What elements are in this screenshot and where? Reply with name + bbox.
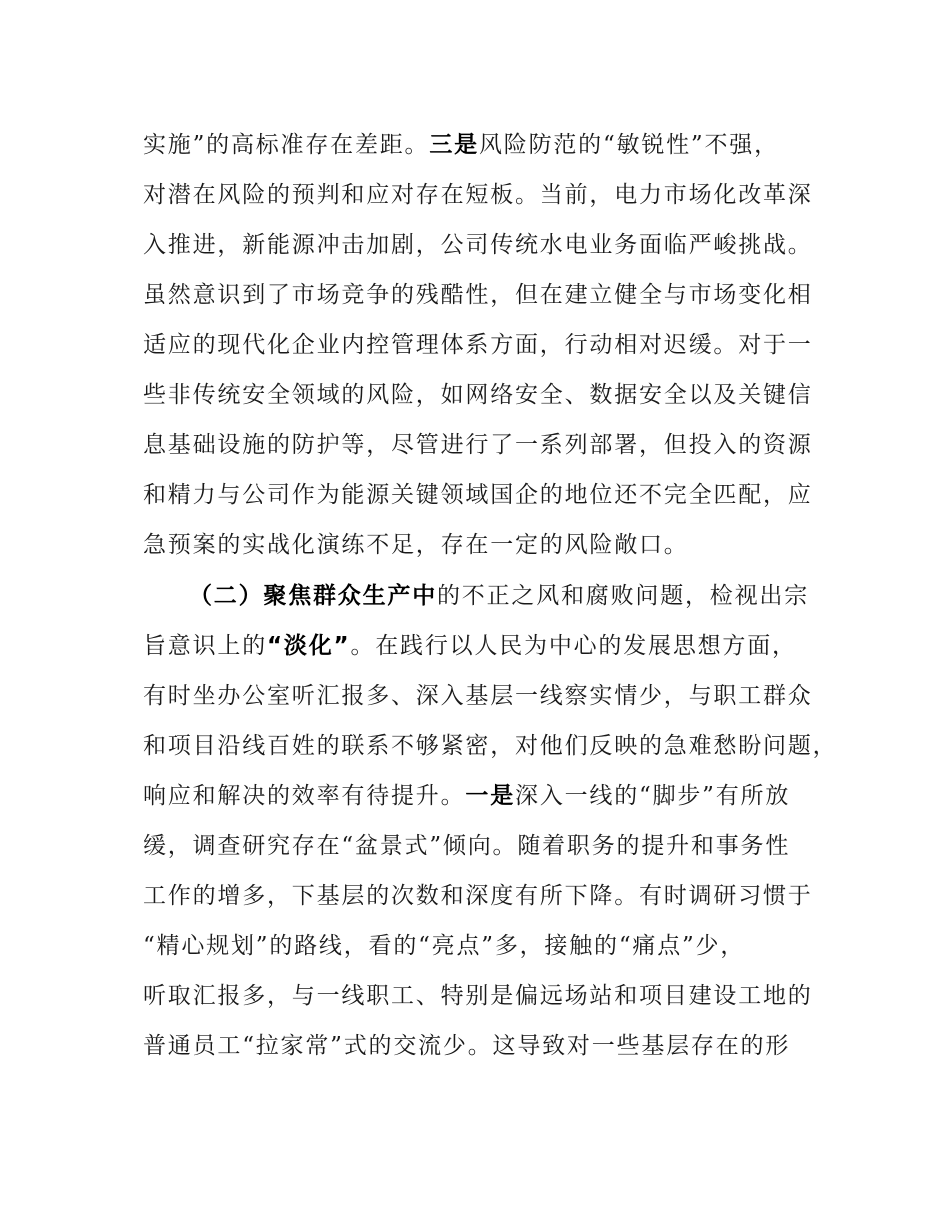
body-text: 些非传统安全领域的风险，如网络安全、数据安全以及关键信 xyxy=(143,382,813,408)
body-text: 和项目沿线百姓的联系不够紧密，对他们反映的急难愁盼问题， xyxy=(143,733,838,759)
body-text: 息基础设施的防护等，尽管进行了一系列部署，但投入的资源 xyxy=(143,432,813,458)
text-line xyxy=(143,871,823,921)
body-text: 实施”的高标准存在差距。 xyxy=(143,132,430,158)
body-text: 听取汇报多，与一线职工、特别是偏远场站和项目建设工地的 xyxy=(143,983,813,1009)
emphasis-text: 三是 xyxy=(429,132,479,158)
text-line xyxy=(143,370,823,420)
body-text: 普通员工“拉家常”式的交流少。这导致对一些基层存在的形 xyxy=(143,1033,791,1059)
body-text: 旨意识上的 xyxy=(143,633,267,659)
body-text: 有时坐办公室听汇报多、深入基层一线察实情少，与职工群众 xyxy=(143,683,813,709)
text-line xyxy=(143,921,823,971)
text-line xyxy=(143,170,823,220)
text-line xyxy=(143,420,823,470)
emphasis-text: 一是 xyxy=(465,783,516,809)
body-text: 深入一线的“脚步”有所放 xyxy=(515,783,791,809)
body-text: 虽然意识到了市场竞争的残酷性，但在建立健全与市场变化相 xyxy=(143,282,813,308)
body-text: 对潜在风险的预判和应对存在短板。当前，电力市场化改革深 xyxy=(143,182,813,208)
text-line xyxy=(143,270,823,320)
body-text: 适应的现代化企业内控管理体系方面，行动相对迟缓。对于一 xyxy=(143,332,813,358)
text-line xyxy=(143,721,838,771)
text-line xyxy=(143,621,823,671)
body-text: 和精力与公司作为能源关键领域国企的地位还不完全匹配，应 xyxy=(143,482,813,508)
text-line xyxy=(143,220,823,270)
text-line xyxy=(143,971,823,1021)
body-text: 风险防范的“敏锐性”不强， xyxy=(478,132,779,158)
body-text: “精心规划”的路线，看的“亮点”多，接触的“痛点”少， xyxy=(143,933,746,959)
text-line xyxy=(143,771,823,821)
emphasis-text: “淡化” xyxy=(267,633,351,659)
emphasis-text: （二）聚焦群众生产中 xyxy=(189,583,437,609)
text-line xyxy=(143,120,823,170)
body-text: 响应和解决的效率有待提升。 xyxy=(143,783,466,809)
text-line xyxy=(143,470,823,520)
text-line xyxy=(143,821,823,871)
body-text: 的不正之风和腐败问题，检视出宗 xyxy=(437,583,809,609)
body-text: 缓，调查研究存在“盆景式”倾向。随着职务的提升和事务性 xyxy=(143,833,791,859)
paragraph-risk-prevention xyxy=(143,120,823,570)
text-line xyxy=(143,1021,823,1071)
text-line xyxy=(143,571,823,621)
body-text: 工作的增多，下基层的次数和深度有所下降。有时调研习惯于 xyxy=(143,883,813,909)
text-line xyxy=(143,671,823,721)
text-line xyxy=(143,520,823,570)
text-line xyxy=(143,320,823,370)
body-text: 入推进，新能源冲击加剧，公司传统水电业务面临严峻挑战。 xyxy=(143,232,813,258)
body-text: 急预案的实战化演练不足，存在一定的风险敞口。 xyxy=(143,532,689,558)
body-text: 。在践行以人民为中心的发展思想方面， xyxy=(350,633,797,659)
paragraph-mass-line xyxy=(143,571,838,1071)
